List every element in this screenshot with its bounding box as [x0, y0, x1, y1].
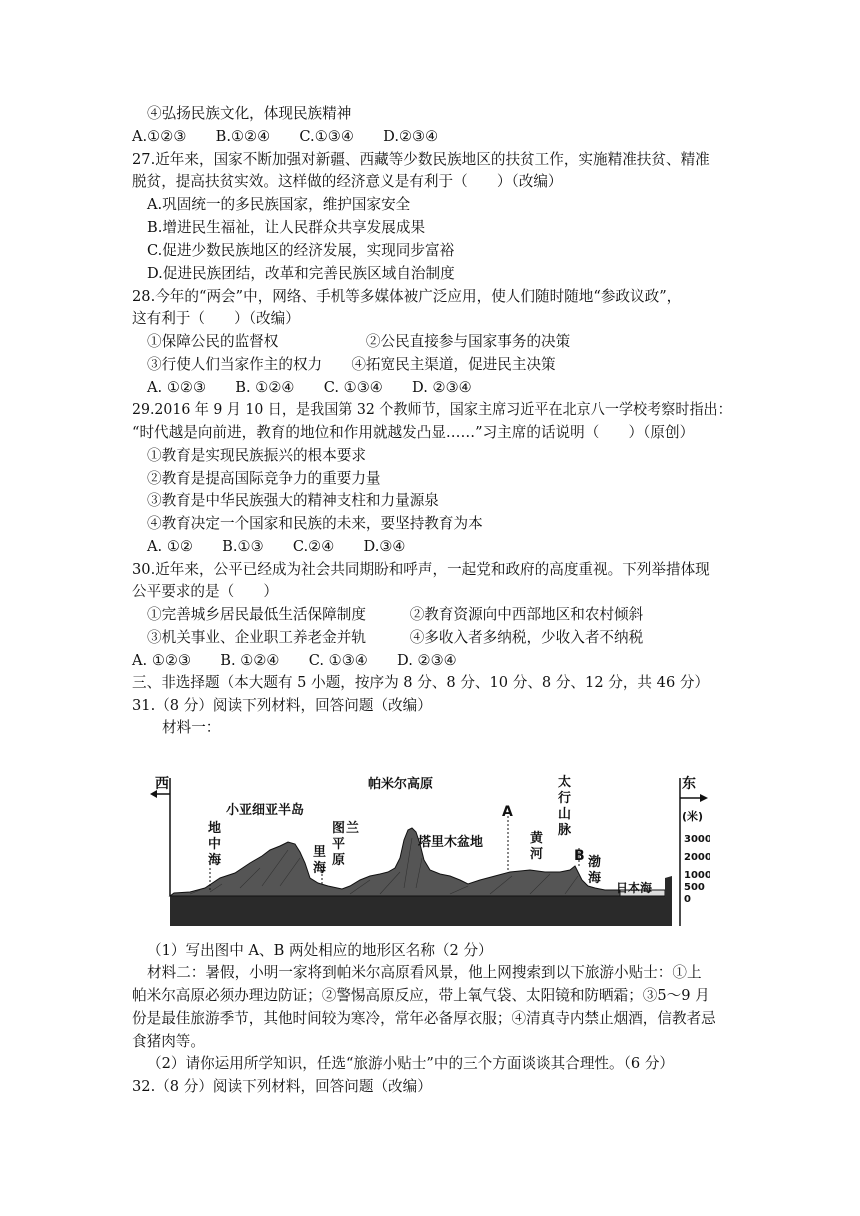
q30-stem-line1: 30.近年来，公平已经成为社会共同期盼和呼声，一起党和政府的高度重视。下列举措体现 — [132, 561, 710, 578]
q27-option-b: B.增进民生福祉，让人民群众共享发展成果 — [147, 219, 426, 236]
material-2-line1: 材料二：暑假，小明一家将到帕米尔高原看风景，他上网搜索到以下旅游小贴士：①上 — [147, 964, 702, 981]
q31-part2: （2）请你运用所学知识，任选“旅游小贴士”中的三个方面谈谈其合理性。（6 分） — [147, 1055, 675, 1072]
q27-option-d: D.促进民族团结，改革和完善民族区域自治制度 — [147, 265, 455, 282]
q31-part1: （1）写出图中 A、B 两处相应的地形区名称（2 分） — [147, 942, 493, 959]
q29-answer-choices: A. ①② B.①③ C.②④ D.③④ — [147, 538, 406, 555]
q27-option-a: A.巩固统一的多民族国家，维护国家安全 — [147, 196, 411, 213]
elev-tick-0: 0 — [684, 894, 691, 905]
q26-answer-choices: A.①②③ B.①②④ C.①③④ D.②③④ — [132, 128, 439, 145]
west-label: 西 — [155, 776, 169, 792]
elev-tick-2000: 2000 — [684, 852, 710, 863]
section-3-heading: 三、非选择题（本大题有 5 小题，按序为 8 分、8 分、10 分、8 分、12 分，共 46 分） — [132, 674, 710, 691]
q31-heading: 31.（8 分）阅读下列材料，回答问题（改编） — [132, 697, 432, 714]
q29-item-1: ①教育是实现民族振兴的根本要求 — [147, 447, 366, 464]
material-2-line2: 帕米尔高原必须办理边防证；②警惕高原反应，带上氧气袋、太阳镜和防晒霜；③5～9 月 — [132, 987, 710, 1004]
q32-heading: 32.（8 分）阅读下列材料，回答问题（改编） — [132, 1078, 432, 1095]
q30-items-1-2: ①完善城乡居民最低生活保障制度 ②教育资源向中西部地区和农村倾斜 — [147, 606, 644, 623]
elevation-unit: (米) — [682, 810, 704, 823]
material-2-line3: 份是最佳旅游季节，其他时间较为寒冷，常年必备厚衣服；④清真寺内禁止烟酒，信教者忌 — [132, 1010, 716, 1027]
material-2-line4: 食猪肉等。 — [132, 1033, 205, 1050]
q29-stem-line1: 29.2016 年 9 月 10 日，是我国第 32 个教师节，国家主席习近平在北京八一学校考察时指出： — [132, 401, 732, 418]
lihai-label: 里海 — [313, 845, 327, 876]
talimu-label: 塔里木盆地 — [418, 835, 484, 850]
option-4-line: ④弘扬民族文化，体现民族精神 — [147, 105, 352, 122]
q27-stem-line1: 27.近年来，国家不断加强对新疆、西藏等少数民族地区的扶贫工作，实施精准扶贫、精准 — [132, 151, 710, 168]
a-label: A — [502, 804, 513, 820]
q27-option-c: C.促进少数民族地区的经济发展，实现同步富裕 — [147, 242, 455, 259]
east-cliff — [665, 876, 672, 926]
bohai-label: 渤海 — [588, 855, 602, 886]
q29-stem-line2: “时代越是向前进，教育的地位和作用就越发凸显……”习主席的话说明（ ）（原创） — [132, 424, 695, 441]
q28-items-3-4: ③行使人们当家作主的权力 ④拓宽民主渠道，促进民主决策 — [147, 356, 556, 373]
q29-item-4: ④教育决定一个国家和民族的未来，要坚持教育为本 — [147, 515, 483, 532]
ribenhai-label: 日本海 — [616, 881, 653, 895]
material-1-label: 材料一： — [162, 719, 221, 736]
east-arrow-head — [700, 794, 708, 802]
terrain-profile-figure — [150, 768, 710, 930]
q29-item-2: ②教育是提高国际竞争力的重要力量 — [147, 470, 381, 487]
q28-stem-line2: 这有利于（ ）（改编） — [132, 310, 300, 327]
q30-stem-line2: 公平要求的是（ ） — [132, 583, 278, 600]
taihang-label: 太行 山脉 — [558, 775, 572, 838]
terrain-silhouette — [170, 828, 620, 896]
q28-answer-choices: A. ①②③ B. ①②④ C. ①③④ D. ②③④ — [147, 379, 472, 396]
q28-items-1-2: ①保障公民的监督权 ②公民直接参与国家事务的决策 — [147, 333, 571, 350]
huanghe-label: 黄河 — [530, 831, 544, 862]
east-label: 东 — [682, 776, 696, 792]
xiaoyaxiya-label: 小亚细亚半岛 — [226, 803, 305, 818]
q27-stem-line2: 脱贫，提高扶贫实效。这样做的经济意义是有利于（ ）（改编） — [132, 173, 563, 190]
elev-tick-1000: 1000 — [684, 870, 710, 881]
b-label: B — [574, 848, 585, 864]
q30-answer-choices: A. ①②③ B. ①②④ C. ①③④ D. ②③④ — [132, 652, 457, 669]
q28-stem-line1: 28.今年的“两会”中，网络、手机等多媒体被广泛应用，使人们随时随地“参政议政”， — [132, 288, 682, 305]
tulan-label: 图兰 平原 — [332, 821, 360, 868]
elev-tick-3000: 3000 — [684, 834, 710, 845]
elev-tick-500: 500 — [684, 882, 705, 893]
q29-item-3: ③教育是中华民族强大的精神支柱和力量源泉 — [147, 492, 439, 509]
sea-level-bedrock — [170, 896, 670, 926]
pamier-label: 帕米尔高原 — [368, 777, 434, 792]
q30-items-3-4: ③机关事业、企业职工养老金并轨 ④多收入者多纳税，少收入者不纳税 — [147, 629, 644, 646]
dizhonghai-label: 地中海 — [208, 821, 222, 868]
